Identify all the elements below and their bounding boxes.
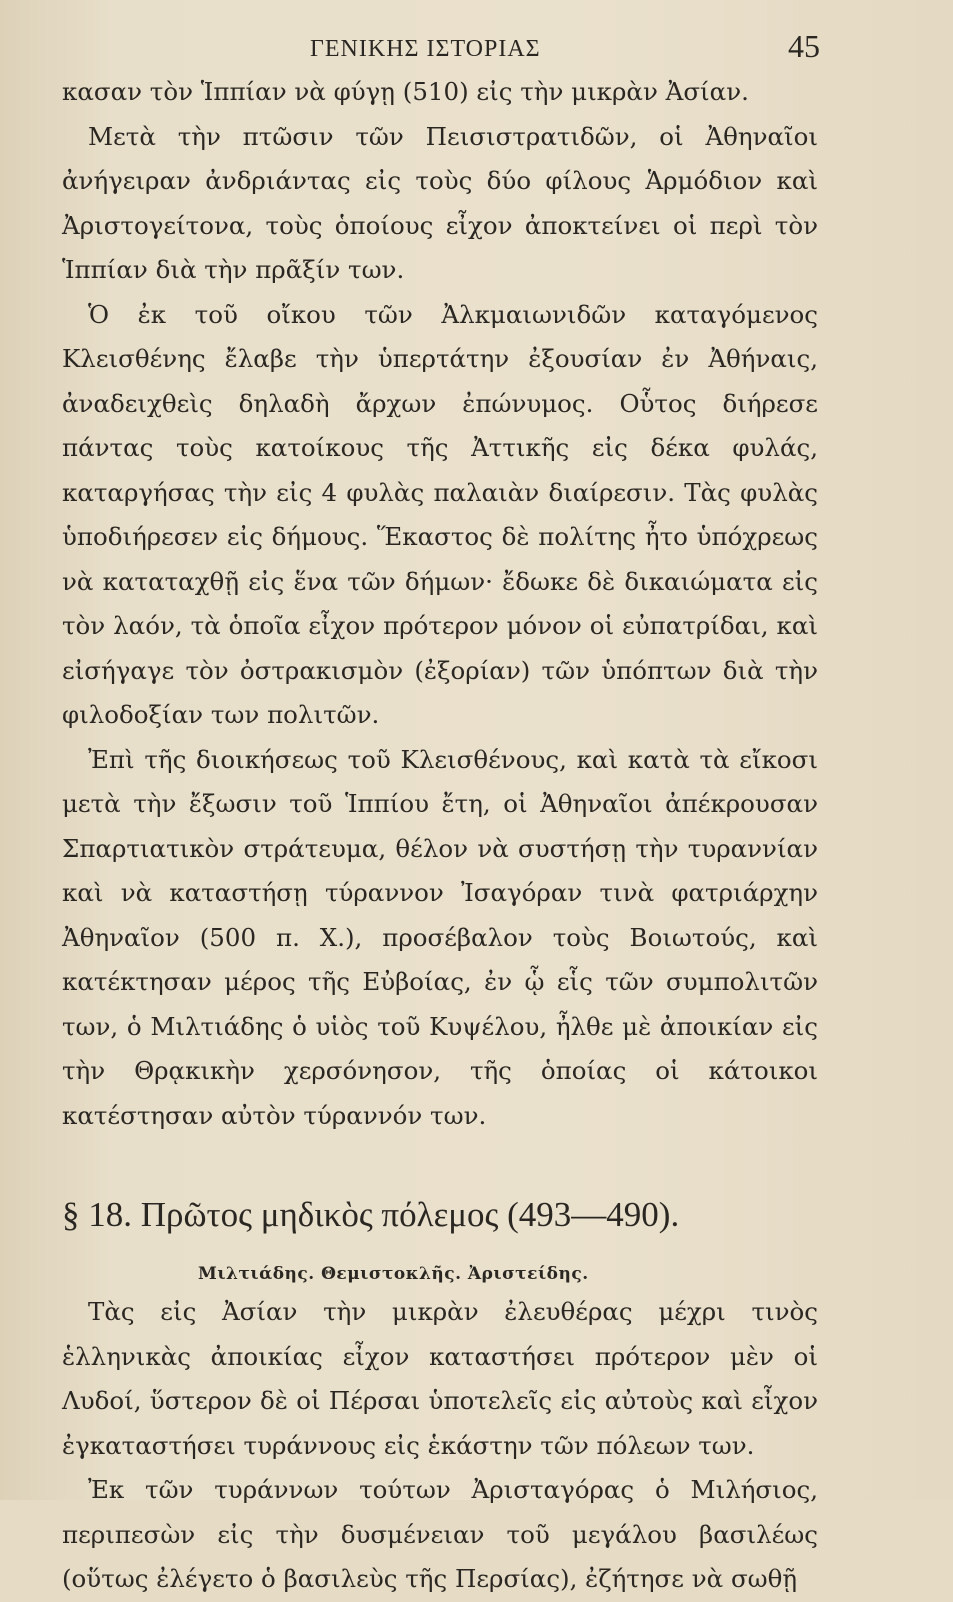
paragraph: Μετὰ τὴν πτῶσιν τῶν Πεισιστρατιδῶν, οἱ Ἀθηναῖοι ἀνήγειραν ἀνδριάντας εἰς τοὺς δύο φίλους Ἁρμόδιον καὶ Ἀριστογείτονα, τοὺς ὁποίους εἶχον ἀποκτείνει οἱ περὶ τὸν Ἱππίαν διὰ τὴν πρᾶξίν των. bbox=[62, 121, 818, 284]
paragraph: Ἐκ τῶν τυράννων τούτων Ἀρισταγόρας ὁ Μιλήσιος, περιπεσὼν εἰς τὴν δυσμένειαν τοῦ μεγάλου βασιλέως (οὕτως ἐλέγετο ὁ βασιλεὺς τῆς Περσίας), ἐζήτησε νὰ σωθῇ bbox=[62, 1475, 818, 1593]
section-heading: § 18. Πρῶτος μηδικὸς πόλεμος (493—490). bbox=[62, 1195, 680, 1234]
section-subhead: Μιλτιάδης. Θεμιστοκλῆς. Ἀριστείδης. bbox=[198, 1264, 589, 1284]
paragraph: Ὁ ἐκ τοῦ οἴκου τῶν Ἀλκμαιωνιδῶν καταγόμενος Κλεισθένης ἔλαβε τὴν ὑπερτάτην ἐξουσίαν ἐν Ἀθήναις, ἀναδειχθεὶς δηλαδὴ ἄρχων ἐπώνυμος. Οὗτος διήρεσε πάντας τοὺς κατοίκους τῆς Ἀττικῆς εἰς δέκα φυλάς, καταργήσας τὴν εἰς 4 φυλὰς παλαιὰν διαίρεσιν. Τὰς φυλὰς ὑποδιήρεσεν εἰς δήμους. Ἕκαστος δὲ πολίτης ἦτο ὑπόχρεως νὰ καταταχθῇ εἰς ἕνα τῶν δήμων· ἔδωκε δὲ δικαιώματα εἰς τὸν λαόν, τὰ ὁποῖα εἶχον πρότερον μόνον οἱ εὐπατρίδαι, καὶ εἰσήγαγε τὸν ὀστρακισμὸν (ἐξορίαν) τῶν ὑπόπτων διὰ τὴν φιλοδοξίαν των πολιτῶν. bbox=[62, 299, 818, 729]
paragraph: Ἐπὶ τῆς διοικήσεως τοῦ Κλεισθένους, καὶ κατὰ τὰ εἴκοσι μετὰ τὴν ἔξωσιν τοῦ Ἱππίου ἔτη, οἱ Ἀθηναῖοι ἀπέκρουσαν Σπαρτιατικὸν στράτευμα, θέλον νὰ συστήσῃ τὴν τυραννίαν καὶ νὰ καταστήσῃ τύραννον Ἰσαγόραν τινὰ φατριάρχην Ἀθηναῖον (500 π. Χ.), προσέβαλον τοὺς Βοιωτούς, καὶ κατέκτησαν μέρος τῆς Εὐβοίας, ἐν ᾧ εἷς τῶν συμπολιτῶν των, ὁ Μιλτιάδης ὁ υἱὸς τοῦ Κυψέλου, ἦλθε μὲ ἀποικίαν εἰς τὴν Θρᾳκικὴν χερσόνησον, τῆς ὁποίας οἱ κάτοικοι κατέστησαν αὐτὸν τύραννόν των. bbox=[62, 744, 818, 1130]
running-head bbox=[62, 28, 818, 70]
page-number: 45 bbox=[788, 28, 820, 64]
paragraph: Τὰς εἰς Ἀσίαν τὴν μικρὰν ἐλευθέρας μέχρι τινὸς ἑλληνικὰς ἀποικίας εἶχον καταστήσει πρότερον μὲν οἱ Λυδοί, ὕστερον δὲ οἱ Πέρσαι ὑποτελεῖς εἰς αὐτοὺς καὶ εἶχον ἐγκαταστήσει τυράννους εἰς ἑκάστην τῶν πόλεων των. bbox=[62, 1297, 818, 1460]
running-title: ΓΕΝΙΚΗΣ ΙΣΤΟΡΙΑΣ bbox=[310, 36, 541, 62]
paragraph-continuation: κασαν τὸν Ἱππίαν νὰ φύγῃ (510) εἰς τὴν μικρὰν Ἀσίαν. bbox=[62, 77, 749, 106]
body-text bbox=[62, 70, 818, 1602]
